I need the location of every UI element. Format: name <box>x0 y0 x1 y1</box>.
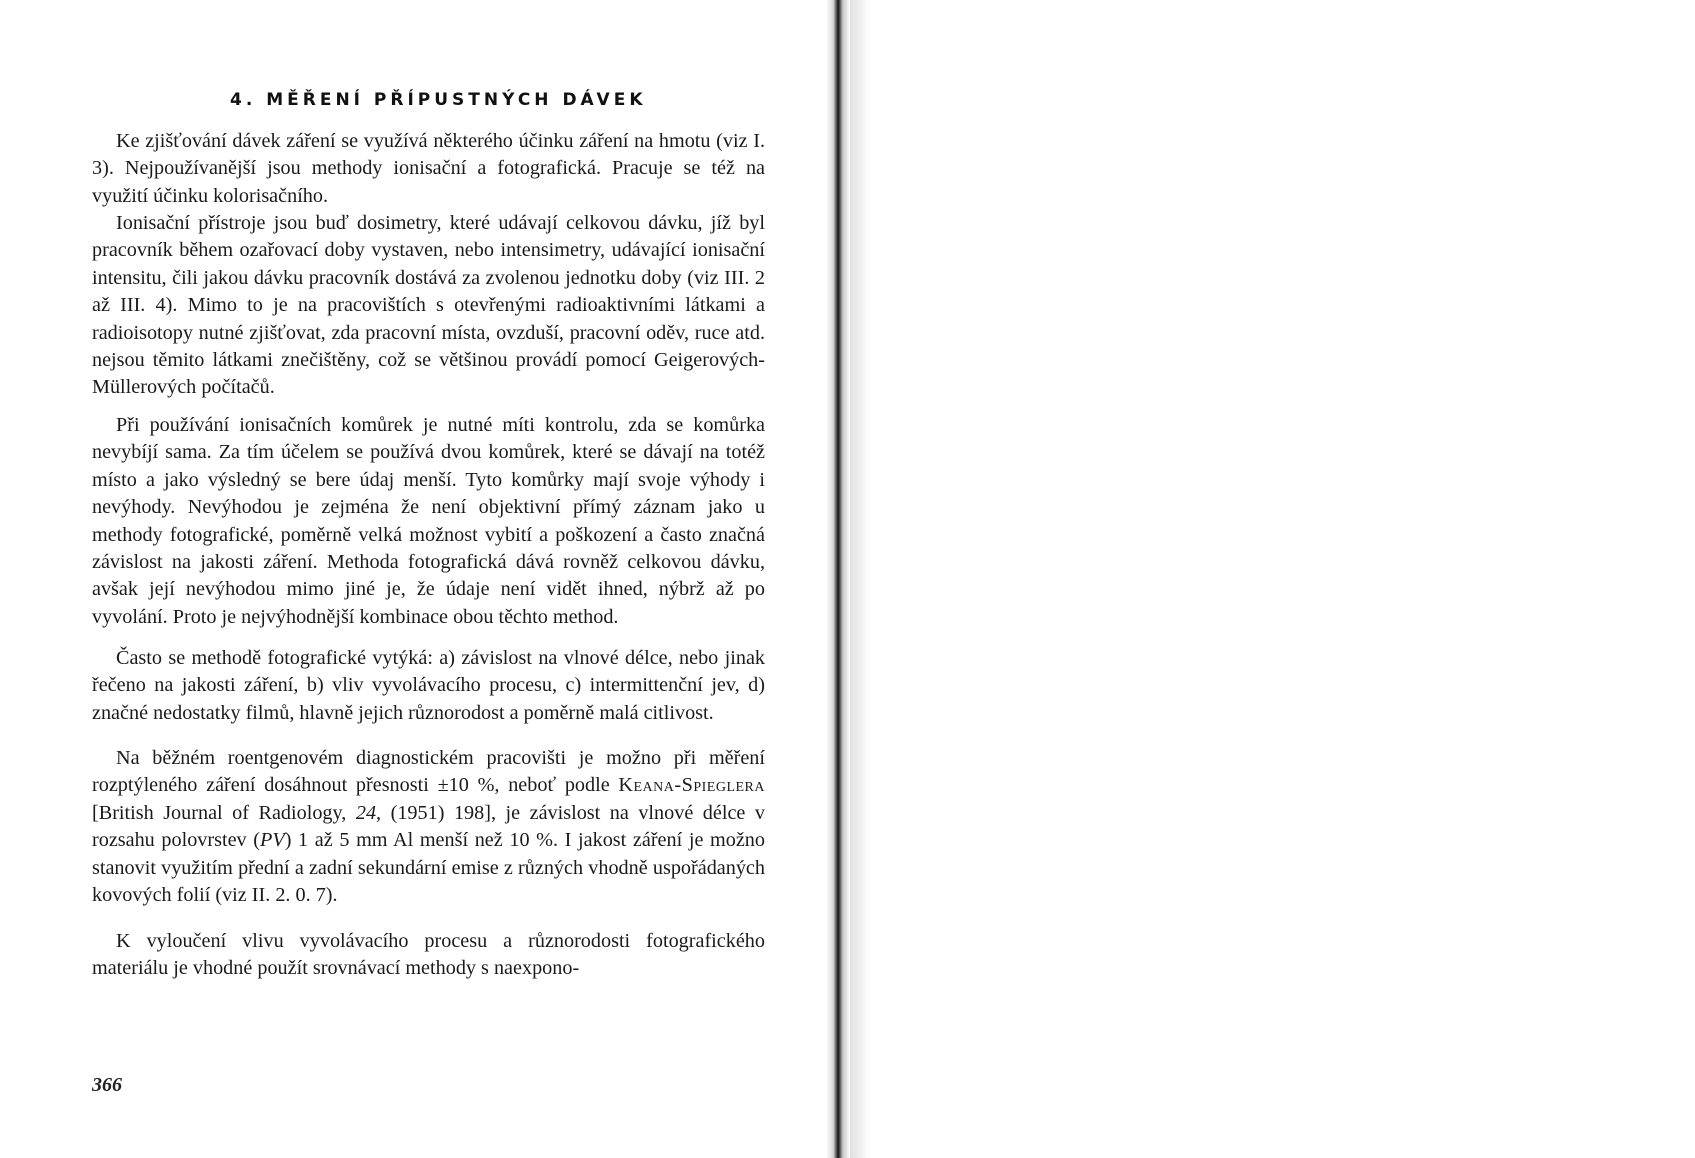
left-page <box>0 0 835 1158</box>
text-run: [British Journal of Radiology, <box>92 801 356 824</box>
paragraph: K vyloučení vlivu vyvolávacího procesu a různorodosti fotografického materiálu je vhodné použít srovnávací methody s naexpono- <box>92 930 765 980</box>
paragraph: Ke zjišťování dávek záření se využívá některého účinku záření na hmotu (viz I. 3). Nejpoužívanější jsou methody ionisační a fotografická. Pracuje se též na využití účinku kolorisačního. <box>92 130 765 207</box>
paragraph: Často se methodě fotografické vytýká: a) závislost na vlnové délce, nebo jinak řečeno na jakosti záření, b) vliv vyvolávacího procesu, c) intermittenční jev, d) značné nedostatky filmů, hlavně jejich různorodost a poměrně malá citlivost. <box>92 647 765 724</box>
page-number: 366 <box>92 1074 122 1096</box>
right-page <box>845 0 1695 1158</box>
paragraph: Při používání ionisačních komůrek je nutné míti kontrolu, zda se komůrka nevybíjí sama. Za tím účelem se používá dvou komůrek, které se dávají na totéž místo a jako výsledný se bere údaj menší. Tyto komůrky mají svoje výhody i nevýhody. Nevýhodou je zejména že není objektivní přímý záznam jako u methody fotografické, poměrně velká možnost vybití a poškození a často značná závislost na jakosti záření. Methoda fotografická dává rovněž celkovou dávku, avšak její nevýhodou mimo jiné je, že údaje není vidět ihned, nýbrž až po vyvolání. Proto je nejvýhodnější kombinace obou těchto method. <box>92 414 765 628</box>
author-name: Keana-Spieglera <box>618 774 765 797</box>
text-run: ) 1 až 5 mm Al menší než 10 %. I jakost záření je možno stanovit využitím přední a zadní sekundární emise z různých vhodně uspořádaných kovových folií (viz II. 2. 0. 7). <box>92 829 765 907</box>
abbreviation: PV <box>260 829 285 852</box>
text-run: (1951) 198], je závislost na vlnové délce v rozsahu polovrstev ( <box>92 801 766 852</box>
paragraph: Ionisační přístroje jsou buď dosimetry, které udávají celkovou dávku, jíž byl pracovník během ozařovací doby vystaven, nebo intensimetry, udávající ionisační intensitu, čili jakou dávku pracovník dostává za zvolenou jednotku doby (viz III. 2 až III. 4). Mimo to je na pracovištích s otevřenými radioaktivními látkami a radioisotopy nutné zjišťovat, zda pracovní místa, ovzduší, pracovní oděv, ruce atd. nejsou těmito látkami znečištěny, což se většinou provádí pomocí Geigerových-Müllerových počítačů. <box>92 212 765 399</box>
volume-number: 24, <box>355 801 382 824</box>
text-run: Na běžném roentgenovém diagnostickém pracovišti je možno při měření rozptýleného záření dosáhnout přesnosti ±10 %, neboť podle <box>92 747 765 797</box>
paragraph <box>92 745 765 909</box>
section-heading: 4. MĚŘENÍ PŘÍPUSTNÝCH DÁVEK <box>230 90 647 110</box>
